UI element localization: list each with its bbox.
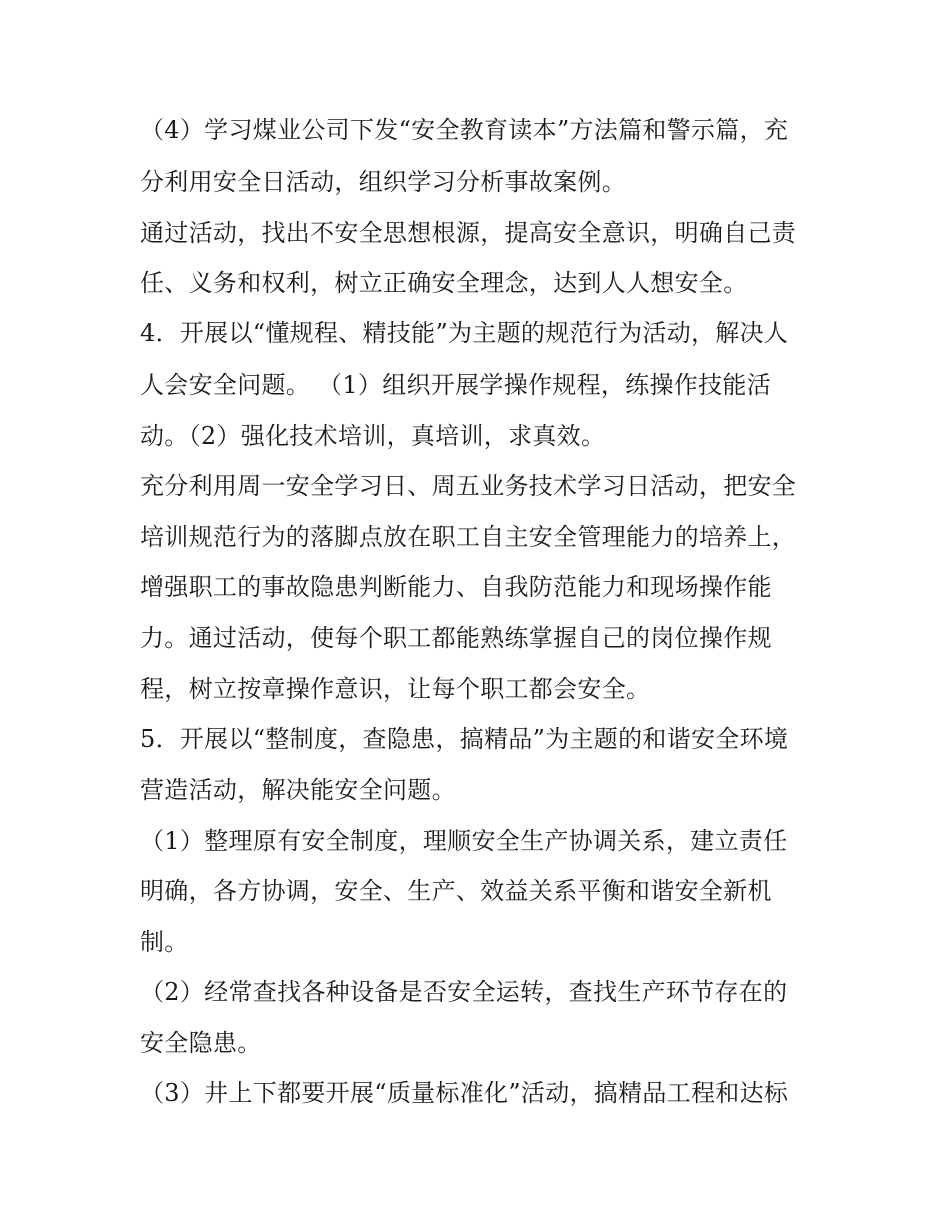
text-line: 5．开展以“整制度，查隐患，搞精品”为主题的和谐安全环境 <box>140 725 789 753</box>
text-line: 动。（2）强化技术培训，真培训，求真效。 <box>140 422 606 450</box>
text-line: （2）经常查找各种设备是否安全运转，查找生产环节存在的 <box>140 978 788 1006</box>
text-line: 安全隐患。 <box>140 1029 262 1057</box>
text-line: 4．开展以“懂规程、精技能”为主题的规范行为活动，解决人 <box>140 319 789 347</box>
text-line: 培训规范行为的落脚点放在职工自主安全管理能力的培养上， <box>140 523 797 551</box>
text-line: 程，树立按章操作意识，让每个职工都会安全。 <box>140 675 651 703</box>
text-line: 任、义务和权利，树立正确安全理念，达到人人想安全。 <box>140 269 748 297</box>
text-line: 营造活动，解决能安全问题。 <box>140 776 456 804</box>
text-line: 分利用安全日活动，组织学习分析事故案例。 <box>140 168 626 196</box>
text-line: （4）学习煤业公司下发“安全教育读本”方法篇和警示篇，充 <box>140 116 789 144</box>
text-line: （1）整理原有安全制度，理顺安全生产协调关系，建立责任 <box>140 827 788 855</box>
text-line: （3）井上下都要开展“质量标准化”活动，搞精品工程和达标 <box>140 1079 789 1107</box>
text-line: 增强职工的事故隐患判断能力、自我防范能力和现场操作能 <box>140 573 772 601</box>
text-line: 充分利用周一安全学习日、周五业务技术学习日活动，把安全 <box>140 472 797 500</box>
text-line: 力。通过活动，使每个职工都能熟练掌握自己的岗位操作规 <box>140 624 772 652</box>
text-line: 制。 <box>140 928 189 956</box>
text-line: 通过活动，找出不安全思想根源，提高安全意识，明确自己责 <box>140 219 797 247</box>
text-line: 人会安全问题。 （1）组织开展学操作规程，练操作技能活 <box>140 371 771 399</box>
text-line: 明确，各方协调，安全、生产、效益关系平衡和谐安全新机 <box>140 877 772 905</box>
